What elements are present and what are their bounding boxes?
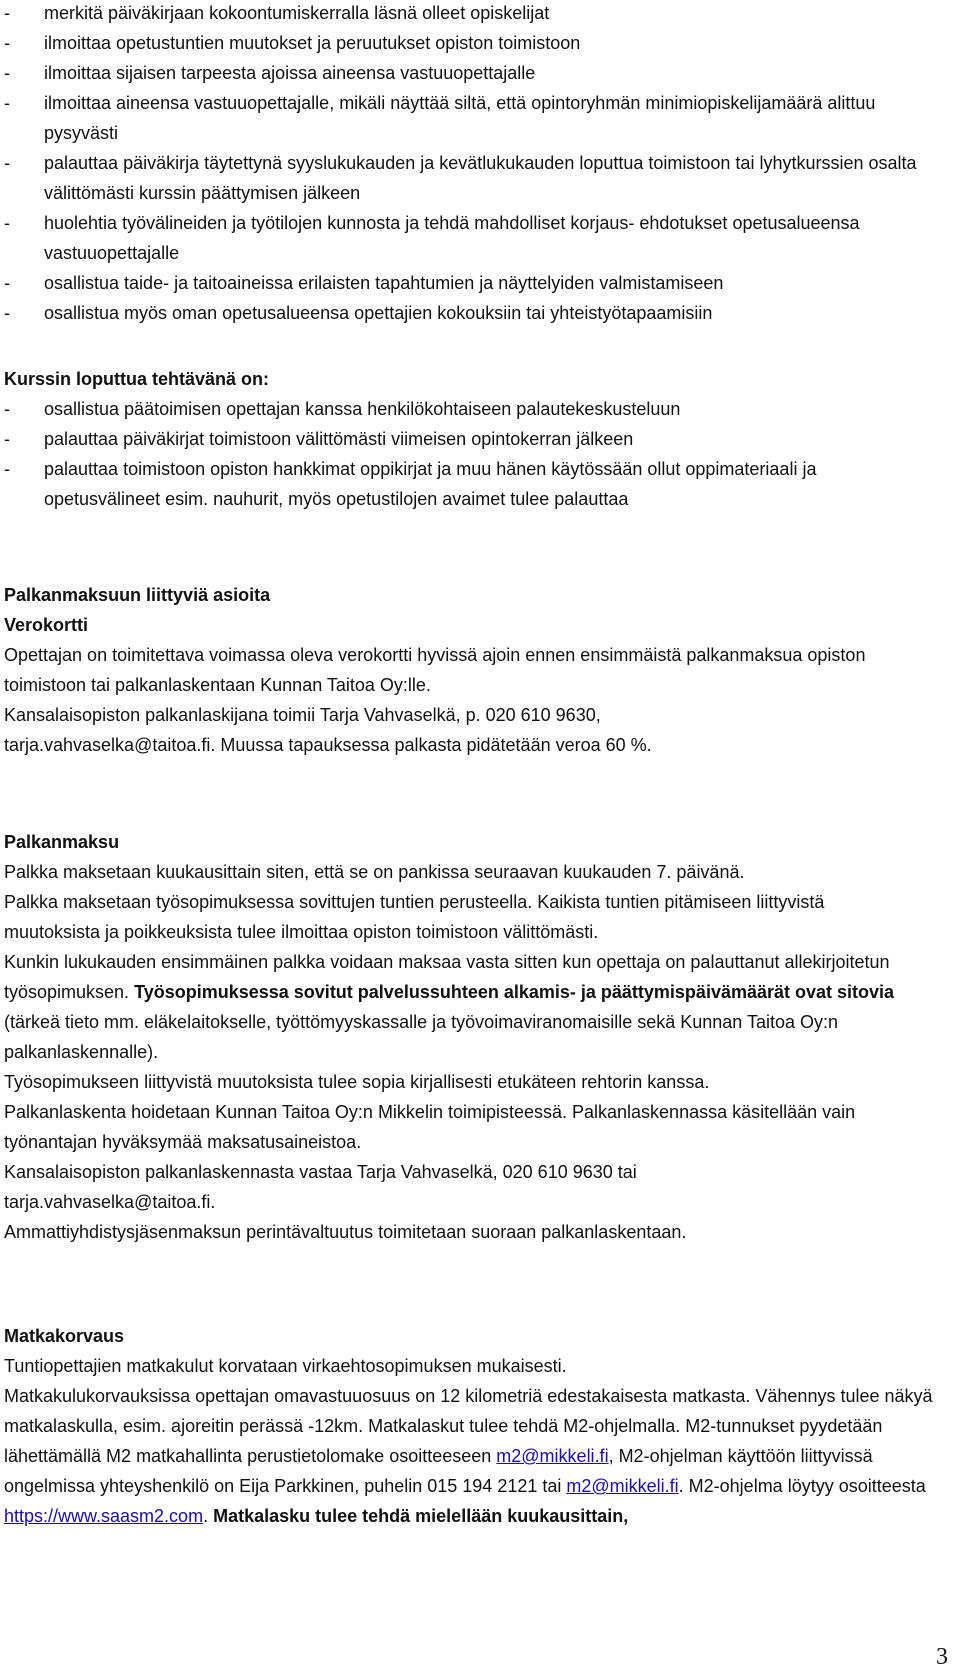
list-dash: - — [4, 459, 10, 479]
salary-payment-paragraph: Työsopimukseen liittyvistä muutoksista tulee sopia kirjallisesti etukäteen rehtorin kanssa. — [4, 1072, 710, 1092]
course-end-list — [0, 394, 960, 514]
list-item-text: palauttaa päiväkirja täytettynä syyslukukauden ja kevätlukukauden loputtua toimistoon tai lyhytkurssien osalta välittömästi kurssin päättymisen jälkeen — [44, 153, 917, 203]
paragraph-text: Kunkin lukukauden ensimmäinen palkka voidaan maksaa vasta sitten kun opettaja on palauttanut allekirjoitetun työsopimuksen. — [4, 952, 890, 1002]
tax-card-paragraph: Opettajan on toimitettava voimassa oleva verokortti hyvissä ajoin ennen ensimmäistä palkanmaksua opiston toimistoon tai palkanlaskentaan Kunnan Taitoa Oy:lle. — [4, 645, 866, 695]
salary-payment-paragraph — [4, 947, 949, 1067]
salary-payment-paragraph: Ammattiyhdistysjäsenmaksun perintävaltuutus toimitetaan suoraan palkanlaskentaan. — [4, 1222, 687, 1242]
page-number: 3 — [936, 1644, 948, 1670]
salary-payment-section — [4, 827, 949, 1247]
list-item — [0, 28, 960, 58]
paragraph-text: (tärkeä tieto mm. eläkelaitokselle, työttömyyskassalle ja työvoimaviranomaisille sekä Kunnan Taitoa Oy:n palkanlaskennalle). — [4, 1012, 839, 1062]
list-dash: - — [4, 63, 10, 83]
salary-section — [4, 580, 949, 760]
list-item — [0, 424, 960, 454]
list-item-text: osallistua myös oman opetusalueensa opettajien kokouksiin tai yhteistyötapaamisiin — [44, 303, 713, 323]
travel-allowance-paragraph — [4, 1381, 949, 1531]
salary-payment-paragraph: Kansalaisopiston palkanlaskennasta vastaa Tarja Vahvaselkä, 020 610 9630 tai tarja.vahvaselka@taitoa.fi. — [4, 1162, 637, 1212]
list-item-text: ilmoittaa aineensa vastuuopettajalle, mikäli näyttää siltä, että opintoryhmän minimiopiskelijamäärä alittuu pysyvästi — [44, 93, 876, 143]
list-item-text: palauttaa toimistoon opiston hankkimat oppikirjat ja muu hänen käytössään ollut oppimateriaali ja opetusvälineet esim. nauhurit, myös opetustilojen avaimet tulee palauttaa — [44, 459, 817, 509]
list-item-text: merkitä päiväkirjaan kokoontumiskerralla läsnä olleet opiskelijat — [44, 3, 550, 23]
email-link[interactable]: m2@mikkeli.fi — [566, 1476, 679, 1496]
list-item — [0, 394, 960, 424]
tax-card-contact-paragraph: Kansalaisopiston palkanlaskijana toimii Tarja Vahvaselkä, p. 020 610 9630, tarja.vahvaselka@taitoa.fi. Muussa tapauksessa palkasta pidätetään veroa 60 %. — [4, 705, 652, 755]
list-item — [0, 148, 960, 208]
paragraph-text: . — [203, 1506, 214, 1526]
list-dash: - — [4, 399, 10, 419]
tax-card-heading: Verokortti — [4, 615, 89, 635]
list-dash: - — [4, 153, 10, 173]
salary-payment-paragraph: Palkanlaskenta hoidetaan Kunnan Taitoa Oy:n Mikkelin toimipisteessä. Palkanlaskennassa käsitellään vain työnantajan hyväksymää maksatusaineistoa. — [4, 1102, 856, 1152]
list-item — [0, 268, 960, 298]
list-item — [0, 208, 960, 268]
list-dash: - — [4, 33, 10, 53]
salary-payment-heading: Palkanmaksu — [4, 832, 120, 852]
list-dash: - — [4, 213, 10, 233]
paragraph-bold-text: Matkalasku tulee tehdä mielellään kuukausittain, — [213, 1506, 629, 1526]
list-item — [0, 454, 960, 514]
salary-heading: Palkanmaksuun liittyviä asioita — [4, 585, 271, 605]
list-item-text: palauttaa päiväkirjat toimistoon välittömästi viimeisen opintokerran jälkeen — [44, 429, 634, 449]
list-dash: - — [4, 273, 10, 293]
salary-payment-paragraph: Palkka maksetaan kuukausittain siten, että se on pankissa seuraavan kuukauden 7. päivänä. — [4, 862, 745, 882]
travel-allowance-paragraph: Tuntiopettajien matkakulut korvataan virkaehtosopimuksen mukaisesti. — [4, 1356, 567, 1376]
list-dash: - — [4, 303, 10, 323]
list-item-text: osallistua päätoimisen opettajan kanssa henkilökohtaiseen palautekeskusteluun — [44, 399, 681, 419]
list-item-text: ilmoittaa sijaisen tarpeesta ajoissa aineensa vastuuopettajalle — [44, 63, 536, 83]
paragraph-text: . M2-ohjelma löytyy osoitteesta — [678, 1476, 926, 1496]
list-dash: - — [4, 93, 10, 113]
travel-allowance-heading: Matkakorvaus — [4, 1326, 125, 1346]
paragraph-text: , M2-ohjelman käyttöön liittyvissä ongelmissa yhteyshenkilö on Eija Parkkinen, puhelin 015 194 2121 tai — [4, 1446, 873, 1496]
paragraph-bold-text: Työsopimuksessa sovitut palvelussuhteen alkamis- ja päättymispäivämäärät ovat sitovia — [134, 982, 895, 1002]
list-dash: - — [4, 429, 10, 449]
duties-list — [0, 0, 960, 328]
salary-payment-paragraph: Palkka maksetaan työsopimuksessa sovittujen tuntien perusteella. Kaikista tuntien pitämiseen liittyvistä muutoksista ja poikkeuksista tulee ilmoittaa opiston toimistoon välittömästi. — [4, 892, 825, 942]
course-end-heading: Kurssin loputtua tehtävänä on: — [4, 369, 270, 389]
travel-allowance-section — [4, 1321, 949, 1531]
email-link[interactable]: m2@mikkeli.fi — [496, 1446, 609, 1466]
list-item — [0, 88, 960, 148]
course-end-section — [0, 364, 960, 514]
list-item — [0, 58, 960, 88]
list-item-text: ilmoittaa opetustuntien muutokset ja peruutukset opiston toimistoon — [44, 33, 581, 53]
paragraph-text: Matkakulukorvauksissa opettajan omavastuuosuus on 12 kilometriä edestakaisesta matkasta. Vähennys tulee näkyä matkalaskulla, esim. ajoreitin perässä -12km. Matkalaskut tulee tehdä M2-ohjelmalla. M2-tunnukset pyydetään lähettämällä M2 matkahallinta perustietolomake osoitteeseen — [4, 1386, 933, 1466]
list-item — [0, 0, 960, 28]
list-item-text: osallistua taide- ja taitoaineissa erilaisten tapahtumien ja näyttelyiden valmistamiseen — [44, 273, 724, 293]
list-item — [0, 298, 960, 328]
list-item-text: huolehtia työvälineiden ja työtilojen kunnosta ja tehdä mahdolliset korjaus- ehdotukset opetusalueensa vastuuopettajalle — [44, 213, 860, 263]
list-dash: - — [4, 3, 10, 23]
website-link[interactable]: https://www.saasm2.com — [4, 1506, 204, 1526]
